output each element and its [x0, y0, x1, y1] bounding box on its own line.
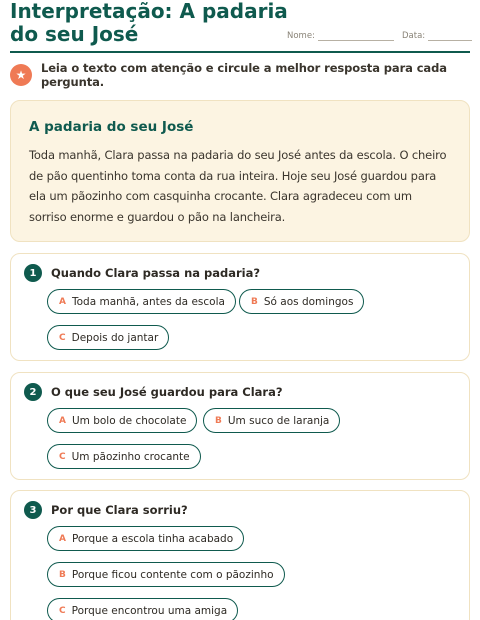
date-line[interactable] [428, 33, 472, 41]
option-text: Depois do jantar [71, 331, 159, 344]
option-letter: B [215, 415, 222, 426]
name-field[interactable] [287, 31, 394, 41]
story-box [10, 100, 470, 242]
option-1c[interactable] [47, 325, 169, 350]
option-letter: C [59, 451, 66, 462]
option-letter: B [59, 569, 66, 580]
option-letter: A [59, 415, 66, 426]
question-header [24, 264, 260, 282]
option-letter: B [251, 296, 258, 307]
option-text: Um suco de laranja [227, 414, 330, 427]
date-field[interactable] [402, 31, 472, 41]
option-3a[interactable] [47, 526, 244, 551]
name-label: Nome: [287, 31, 315, 41]
question-header [24, 501, 188, 519]
question-text: O que seu José guardou para Clara? [51, 385, 283, 399]
option-2b[interactable] [203, 408, 340, 433]
option-3b[interactable] [47, 562, 285, 587]
option-letter: C [59, 332, 66, 343]
option-letter: A [59, 296, 66, 307]
question-text: Por que Clara sorriu? [51, 503, 188, 517]
option-2c[interactable] [47, 444, 201, 469]
worksheet-header [10, 0, 470, 53]
date-label: Data: [402, 31, 426, 41]
story-text: Toda manhã, Clara passa na padaria do seu José antes da escola. O cheiro de pão quentinho toma conta da rua inteira. Hoje seu José guardou para ela um pãozinho com casquinha crocante. Clara agradeceu com um sorriso enorme e guardou o pão na lancheira. [29, 148, 447, 224]
option-text: Porque ficou contente com o pãozinho [71, 568, 274, 581]
question-header [24, 383, 283, 401]
option-letter: A [59, 533, 66, 544]
question-number-badge: 1 [24, 264, 42, 282]
option-text: Só aos domingos [263, 295, 354, 308]
star-icon: ★ [10, 64, 32, 86]
option-text: Toda manhã, antes da escola [71, 295, 225, 308]
question-card-2 [10, 372, 470, 480]
question-number-badge: 3 [24, 501, 42, 519]
question-number-badge: 2 [24, 383, 42, 401]
option-text: Porque encontrou uma amiga [71, 604, 228, 617]
option-letter: C [59, 605, 66, 616]
option-2a[interactable] [47, 408, 197, 433]
option-text: Um bolo de chocolate [71, 414, 187, 427]
option-text: Porque a escola tinha acabado [71, 532, 234, 545]
option-1a[interactable] [47, 289, 236, 314]
story-title: A padaria do seu José [29, 119, 194, 135]
instruction-text: Leia o texto com atenção e circule a melhor resposta para cada pergunta. [41, 61, 447, 89]
option-text: Um pãozinho crocante [71, 450, 190, 463]
question-text: Quando Clara passa na padaria? [51, 266, 261, 280]
question-card-1 [10, 253, 470, 361]
question-card-3 [10, 490, 470, 620]
instruction-bar [10, 63, 470, 87]
page-title: Interpretação: A padaria do seu José [10, 0, 288, 46]
name-line[interactable] [318, 33, 394, 41]
option-3c[interactable] [47, 598, 238, 620]
option-1b[interactable] [239, 289, 364, 314]
